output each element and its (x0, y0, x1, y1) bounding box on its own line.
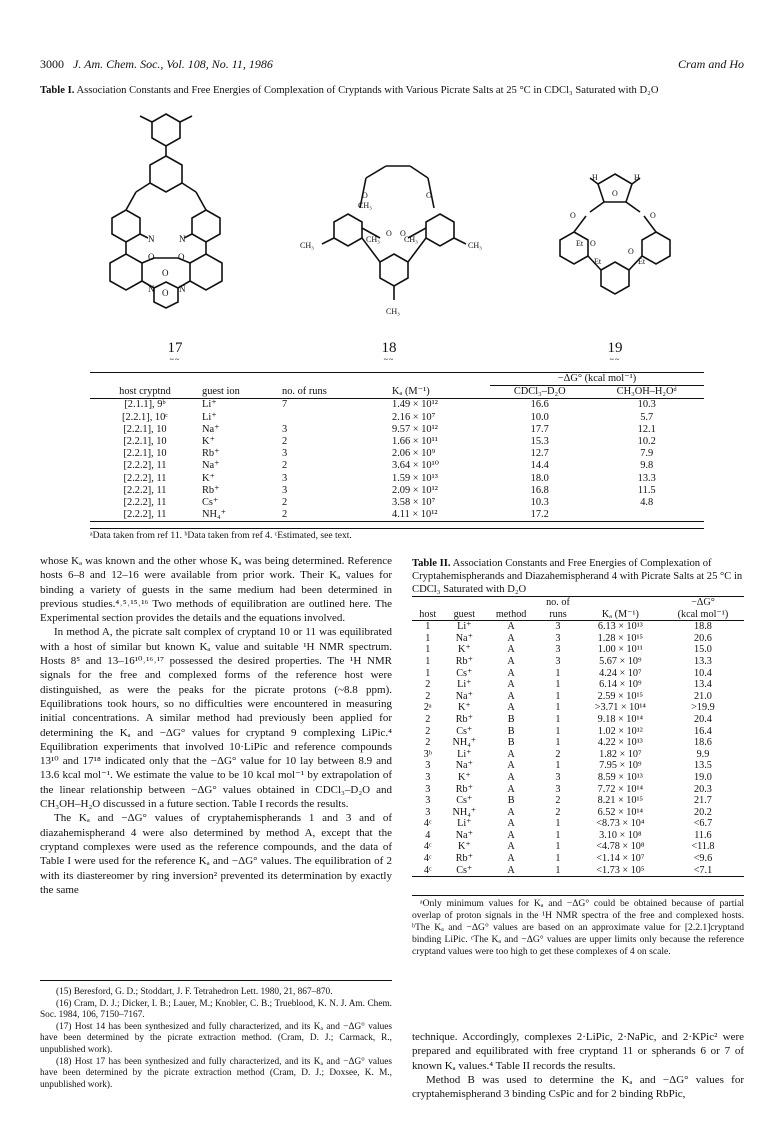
table-cell: 13.4 (694, 679, 712, 691)
table-cell: [2.2.2], 11 (123, 472, 167, 484)
author-names: Cram and Ho (677, 57, 744, 71)
table-cell: 16.4 (694, 725, 712, 737)
table-cell: 1 (425, 655, 431, 667)
table-row (412, 830, 744, 842)
table-cell: A (507, 841, 515, 853)
structure-17 (96, 110, 236, 320)
table1-col-header: Kₐ (M⁻¹) (392, 385, 430, 397)
n-atom: N (179, 284, 186, 294)
table-cell: [2.2.1], 10 (123, 436, 167, 448)
table-cell: 4ᶜ (423, 864, 432, 876)
table-row (412, 656, 744, 668)
table-cell: <7.1 (693, 864, 713, 876)
n-atom: N (179, 234, 186, 244)
table-cell: 2 (425, 679, 431, 691)
methyl-group: CH₃ (358, 201, 372, 210)
table-row (412, 737, 744, 749)
table-row (90, 399, 704, 412)
table-cell: 9.8 (640, 460, 654, 472)
paragraph: The Kₐ and −ΔG° values of cryptahemispherands 1 and 3 and of diazahemispherand 4 were also determined by method A, except that the cryptand complexes were used as the reference compounds, and the data of Table I were used for the reference Kₐ and −ΔG° values. The equilibration of 2 with its diastereomer by ring inversion² prevented its determination by exactly the same (40, 812, 392, 896)
table-cell: 3 (555, 771, 561, 783)
table-cell: 4ᶜ (423, 841, 432, 853)
table-cell: K⁺ (202, 472, 215, 484)
table-cell: Cs⁺ (456, 725, 473, 737)
table-cell: <8.73 × 10⁴ (596, 818, 645, 830)
o-atom: O (628, 247, 634, 256)
table-cell: A (507, 621, 515, 633)
table-cell: 2 (555, 748, 561, 760)
o-atom: O (590, 239, 596, 248)
table-cell: 7.95 × 10⁹ (599, 760, 642, 772)
table-cell: 1 (555, 760, 561, 772)
table-cell: <11.8 (691, 841, 715, 853)
table-cell: 7 (282, 399, 288, 411)
table-cell: 3 (425, 760, 431, 772)
table-cell: 6.52 × 10¹⁴ (597, 806, 644, 818)
table-cell: 20.4 (694, 713, 712, 725)
table-cell: 21.7 (694, 795, 712, 807)
paragraph: whose Kₐ was known and the other whose Kₐ was being determined. Reference hosts 6–8 and 12–16 were available from prior work. Their Kₐ values for binding a variety of guests in the same medium had been determined in previous studies.⁴˒⁵˒¹⁵˒¹⁶ Two methods of equilibration are outlined here. The Experimental section provides the details and the equations involved. (40, 555, 392, 625)
table-row (412, 795, 744, 807)
table-cell: 2.59 × 10¹⁵ (597, 690, 644, 702)
table2-col-header: no. of (546, 597, 570, 608)
table-cell: [2.2.1], 10 (123, 448, 167, 460)
table-row (90, 436, 704, 448)
table-cell: 16.8 (530, 484, 549, 496)
table-cell: 3 (555, 655, 561, 667)
table-cell: 1 (555, 725, 561, 737)
table-cell: B (507, 737, 515, 749)
table-cell: 10.3 (530, 497, 549, 509)
table-cell: 2ᵃ (423, 702, 432, 714)
table-cell: 10.3 (637, 399, 656, 411)
table-cell: K⁺ (457, 771, 471, 783)
table-cell: K⁺ (202, 436, 215, 448)
h-atom: H (592, 173, 598, 182)
table-cell: 2 (425, 713, 431, 725)
table-cell: Cs⁺ (202, 497, 219, 509)
table-cell: 14.4 (530, 460, 549, 472)
table-row (412, 865, 744, 877)
table-cell: Cs⁺ (456, 667, 473, 679)
table-cell: 21.0 (694, 690, 712, 702)
table-cell: 1 (425, 632, 431, 644)
table-cell: A (507, 829, 515, 841)
table-cell: 15.3 (530, 436, 549, 448)
table-cell: 3 (555, 621, 561, 633)
compound-label-17: 17 ~~ (167, 340, 183, 364)
table-cell: 2 (425, 737, 431, 749)
table-cell: A (507, 667, 515, 679)
table-cell: 4 (425, 829, 431, 841)
table-cell: 15.0 (694, 644, 712, 656)
table2-caption-text: Association Constants and Free Energies of Complexation of Cryptahemispherands and Diazahemispherand 4 with Picrate Salts at 25 °C in CDCl₃ Saturated with D₂O (412, 558, 743, 595)
table-row (90, 424, 704, 436)
table-row (412, 749, 744, 761)
table1-col-header: no. of runs (282, 385, 327, 397)
table-cell: 18.0 (530, 472, 549, 484)
table-cell: 10.2 (637, 436, 656, 448)
table-cell: A (507, 853, 515, 865)
table-row (90, 473, 704, 485)
table-cell: A (507, 818, 515, 830)
table1-caption-text: Association Constants and Free Energies of Complexation of Cryptands with Various Picrate Salts at 25 °C in CDCl₃ Saturated with D₂O (76, 85, 659, 96)
table-cell: >3.71 × 10¹⁴ (594, 702, 646, 714)
table1 (90, 372, 704, 522)
o-atom: O (386, 229, 392, 238)
compound-label-18: 18 ~~ (381, 340, 397, 364)
table-cell: 11.5 (637, 484, 656, 496)
table-cell: 4ᶜ (423, 818, 432, 830)
methyl-group: CH₃ (366, 235, 380, 244)
table-cell: 3 (555, 783, 561, 795)
table-cell: A (507, 702, 515, 714)
table1-footnote: ᵃData taken from ref 11. ᵇData taken from ref 4. ᶜEstimated, see text. (90, 528, 704, 541)
table-cell: 11.6 (694, 829, 712, 841)
structure-19 (540, 168, 690, 318)
table-cell: A (507, 864, 515, 876)
table-cell: [2.2.1], 10ᶜ (122, 411, 168, 423)
table-cell: [2.1.1], 9ᵇ (124, 399, 166, 411)
methyl-group: CH₃ (300, 241, 314, 250)
table-cell: A (507, 806, 515, 818)
table-cell: 4ᶜ (423, 853, 432, 865)
table-cell: 2 (282, 460, 288, 472)
references (40, 980, 392, 1091)
table-cell: NH₄⁺ (452, 737, 477, 749)
table2-label: Table II. (412, 558, 451, 569)
table-cell: 1 (555, 841, 561, 853)
table-cell: Na⁺ (202, 460, 220, 472)
table-cell: A (507, 748, 515, 760)
o-atom: O (162, 268, 169, 278)
table2-col-header: guest (453, 608, 476, 620)
table-cell: Rb⁺ (455, 713, 473, 725)
table-cell: >19.9 (691, 702, 715, 714)
table-cell: Na⁺ (455, 690, 473, 702)
table-cell: 3 (425, 795, 431, 807)
compound-label-19: 19 ~~ (607, 340, 623, 364)
reference-item: (17) Host 14 has been synthesized and fully characterized, and its Kₐ and −ΔG° values have been determined by the picrate extraction method. (Cram, D. J.; Carmack, R., unpublished work). (40, 1021, 392, 1055)
table-cell: <4.78 × 10⁸ (596, 841, 645, 853)
table-cell: 8.21 × 10¹⁵ (597, 795, 644, 807)
table1-col-header: host cryptnd (119, 385, 171, 397)
table-cell: 9.9 (696, 748, 710, 760)
table-cell: <1.14 × 10⁷ (596, 853, 645, 865)
table-cell: 6.14 × 10⁹ (599, 679, 642, 691)
table2-col-header: host (419, 608, 437, 620)
table-cell: 2 (282, 436, 288, 448)
table-cell: 3.58 × 10⁷ (392, 497, 436, 509)
table-cell: [2.2.2], 11 (123, 484, 167, 496)
table-row (412, 772, 744, 784)
table-cell: 3 (282, 484, 288, 496)
table-cell: 1 (425, 667, 431, 679)
table-cell: 3 (282, 448, 288, 460)
table-row (412, 853, 744, 865)
table2-caption (412, 557, 744, 596)
o-atom: O (162, 288, 169, 298)
table-row (412, 818, 744, 830)
table-cell: 17.7 (530, 423, 549, 435)
o-atom: O (178, 252, 185, 262)
table-cell: Li⁺ (457, 748, 472, 760)
table-cell: 2 (555, 806, 561, 818)
table1-col-header: CH₃OH–H₂Oᵈ (616, 386, 677, 398)
reference-item: (15) Beresford, G. D.; Stoddart, J. F. Tetrahedron Lett. 1980, 21, 867–870. (56, 987, 333, 997)
table-cell: 2.16 × 10⁷ (392, 411, 436, 423)
table-cell: 2 (425, 690, 431, 702)
table2-col-header: Kₐ (M⁻¹) (601, 608, 639, 620)
table-cell: NH₄⁺ (202, 509, 227, 521)
table-cell: 1 (555, 713, 561, 725)
table-cell: Na⁺ (455, 632, 473, 644)
table-cell: [2.2.1], 10 (123, 423, 167, 435)
table-cell: Cs⁺ (456, 795, 473, 807)
table-cell: 1 (555, 690, 561, 702)
table-cell: 1 (425, 621, 431, 633)
table-row (412, 760, 744, 772)
table-cell: 1 (555, 853, 561, 865)
table-cell: Na⁺ (455, 829, 473, 841)
table-row (90, 448, 704, 460)
table-row (412, 644, 744, 656)
table-cell: Li⁺ (202, 399, 217, 411)
table-cell: 1.00 × 10¹¹ (597, 644, 643, 656)
table-cell: K⁺ (457, 841, 471, 853)
paragraph: Method B was used to determine the Kₐ and −ΔG° values for cryptahemispherand 3 binding CsPic and for 2 binding RbPic, (412, 1073, 744, 1101)
table-row (412, 726, 744, 738)
table-row (90, 497, 704, 509)
table-cell: 3 (425, 783, 431, 795)
table1-label: Table I. (40, 85, 75, 96)
h-atom: H (634, 173, 640, 182)
table-cell: <9.6 (693, 853, 713, 865)
table-cell: 12.1 (637, 423, 656, 435)
table-cell: 2.06 × 10⁹ (392, 448, 436, 460)
table-cell (589, 509, 704, 522)
table-cell: 2 (282, 497, 288, 509)
table-cell: Rb⁺ (202, 448, 220, 460)
table-cell: Na⁺ (455, 760, 473, 772)
table-cell: A (507, 632, 515, 644)
table2-col-header: method (495, 608, 527, 620)
table-cell: 5.7 (640, 411, 654, 423)
table-cell: 1.02 × 10¹² (597, 725, 643, 737)
o-atom: O (612, 189, 618, 198)
o-atom: O (570, 211, 576, 220)
table-cell: 10.4 (694, 667, 712, 679)
table-cell: 1 (555, 829, 561, 841)
table-cell: Li⁺ (457, 621, 472, 633)
table-cell: 1.49 × 10¹² (392, 399, 438, 411)
table-cell: 10.0 (530, 411, 549, 423)
table-row (412, 702, 744, 714)
table-cell: 5.67 × 10⁹ (599, 655, 642, 667)
table-cell: Li⁺ (202, 411, 217, 423)
table-cell: 3ᵇ (423, 748, 432, 760)
table-cell: K⁺ (457, 644, 471, 656)
table2-col-header: runs (549, 608, 567, 620)
ethyl-group: Et (576, 239, 584, 248)
table-cell: 3.10 × 10⁸ (599, 829, 642, 841)
table-cell: 8.59 × 10¹³ (597, 771, 643, 783)
table-cell: 20.6 (694, 632, 712, 644)
table-cell: A (507, 690, 515, 702)
reference-item: (18) Host 17 has been synthesized and fully characterized, and its Kₐ and −ΔG° values have been determined by the picrate extraction method (Cram, D. J.; Doxsee, K. M., unpublished work). (40, 1056, 392, 1090)
table-cell: A (507, 760, 515, 772)
table-cell: 3 (555, 644, 561, 656)
table2-col-header: −ΔG° (691, 597, 715, 608)
table-cell: 20.2 (694, 806, 712, 818)
table-cell: 4.22 × 10¹³ (597, 737, 643, 749)
o-atom: O (148, 252, 155, 262)
table-cell: B (507, 725, 515, 737)
paragraph: In method A, the picrate salt complex of cryptand 10 or 11 was equilibrated with a host of similar but known Kₐ value and suitable ¹H NMR spectrum. Hosts 8⁵ and 13–16¹⁰˒¹⁶˒¹⁷ possessed the desired properties. The ¹H NMR signals for the free and complexed forms of the reference host were distinguished, as were the peaks for the picrate protons (~8.8 ppm). Equilibrations took hours, so no difficulties were encountered in measuring initial concentrations. A similar method had previously been applied for determining the Kₐ and −ΔG° values for cryptand 9 complexing LiPic.⁴ Equilibration experiments that involved 10·LiPic and reference compounds 13¹⁰ and 17¹⁸ indicated only that the −ΔG° value for 10 lay between 8.9 and 13.6 kcal mol⁻¹. We estimate the value to be 10 kcal mol⁻¹ by extrapolation of the linear relationship between −ΔG° values obtained in CDCl₃–D₂O and CH₃OH–H₂O discussed in a future section. Table I records the results. (40, 626, 392, 811)
table-cell: 2 (555, 795, 561, 807)
table-row (90, 509, 704, 522)
journal-citation: J. Am. Chem. Soc., Vol. 108, No. 11, 1986 (73, 57, 273, 71)
paragraph: technique. Accordingly, complexes 2·LiPic, 2·NaPic, and 2·KPic² were prepared and equilibrated with free cryptand 11 or spherands 6 or 7 of known Kₐ values.⁴ Table II records the results. (412, 1031, 744, 1072)
table-cell: 2 (282, 509, 288, 521)
table-cell: A (507, 644, 515, 656)
table-cell: A (507, 679, 515, 691)
ethyl-group: Et (594, 257, 602, 266)
table1-caption (40, 84, 748, 97)
table-cell: A (507, 655, 515, 667)
table1-col-header: CDCl₃–D₂O (513, 386, 566, 398)
table-cell: B (507, 713, 515, 725)
table-row (412, 691, 744, 703)
table-cell: 3 (425, 806, 431, 818)
table2-footnote: ᵃOnly minimum values for Kₐ and −ΔG° could be obtained because of partial overlap of proton signals in the ¹H NMR spectra of the free and complexed hosts. ᵇThe Kₐ and −ΔG° values are based on an approximate value for [2.2.1]cryptand binding LiPic. ᶜThe Kₐ and −ΔG° values are upper limits only because the reference cryptand values were too high to get these complexes of 4 on scale. (412, 895, 744, 958)
table-cell: NH₄⁺ (452, 806, 477, 818)
table-cell: 9.18 × 10¹⁴ (597, 713, 644, 725)
table2 (412, 596, 744, 877)
table-row (412, 679, 744, 691)
table-cell: 1.66 × 10¹¹ (392, 436, 438, 448)
table2-col-header: (kcal mol⁻¹) (677, 608, 729, 620)
table-cell: 3 (282, 423, 288, 435)
table-cell: Na⁺ (202, 423, 220, 435)
table-cell: 13.5 (694, 760, 712, 772)
table-row (412, 807, 744, 819)
n-atom: N (148, 234, 155, 244)
table-cell: 3.64 × 10¹⁰ (392, 460, 439, 472)
table-cell: 13.3 (694, 655, 712, 667)
table-cell: 13.3 (637, 472, 656, 484)
table-cell: 1 (555, 667, 561, 679)
methyl-group: CH₃ (468, 241, 482, 250)
table-cell: 1 (555, 702, 561, 714)
table-cell: 1 (425, 644, 431, 656)
table-cell: 19.0 (694, 771, 712, 783)
table-cell: 12.7 (530, 448, 549, 460)
table-cell: Li⁺ (457, 679, 472, 691)
o-atom: O (400, 229, 406, 238)
table-cell: Rb⁺ (455, 853, 473, 865)
structure-18 (300, 158, 490, 320)
table-cell: 1 (555, 864, 561, 876)
table-cell: A (507, 783, 515, 795)
running-header (40, 57, 744, 72)
table-row (412, 668, 744, 680)
reference-item: (16) Cram, D. J.; Dicker, I. B.; Lauer, M.; Knobler, C. B.; Trueblood, K. N. J. Am. Chem. Soc. 1984, 106, 7150–7167. (40, 998, 392, 1021)
body-column-left (40, 554, 392, 897)
o-atom: O (426, 191, 432, 200)
table-cell: B (507, 795, 515, 807)
table-cell: Rb⁺ (455, 655, 473, 667)
table-row (412, 784, 744, 796)
table-cell: <6.7 (693, 818, 713, 830)
table-cell: 4.8 (640, 497, 654, 509)
methyl-group: CH₃ (404, 235, 418, 244)
table-cell: Rb⁺ (455, 783, 473, 795)
table-row (90, 485, 704, 497)
table-row (412, 621, 744, 633)
ethyl-group: Et (638, 257, 646, 266)
table-cell: 7.9 (640, 448, 654, 460)
table-cell: 17.2 (530, 509, 549, 521)
table-cell: 7.72 × 10¹⁴ (597, 783, 644, 795)
table-cell: [2.2.2], 11 (123, 460, 167, 472)
table-cell: 3 (425, 771, 431, 783)
table-cell: [2.2.2], 11 (123, 497, 167, 509)
table1-col-header: guest ion (202, 385, 240, 397)
table-row (412, 633, 744, 645)
table-cell: 3 (282, 472, 288, 484)
table-cell: [2.2.2], 11 (123, 509, 167, 521)
table-row (90, 460, 704, 472)
table-cell: 4.24 × 10⁷ (599, 667, 642, 679)
table-cell: 4.11 × 10¹² (392, 509, 438, 521)
table-cell: A (507, 771, 515, 783)
table-cell: 1 (555, 679, 561, 691)
table-cell: 16.6 (530, 399, 549, 411)
table-cell: K⁺ (457, 702, 471, 714)
table1-group-header: −ΔG° (kcal mol⁻¹) (490, 373, 704, 386)
table-cell: 2.09 × 10¹² (392, 484, 438, 496)
table-cell: 1.28 × 10¹⁵ (597, 632, 644, 644)
page-number: 3000 (40, 57, 64, 71)
table-cell: 9.57 × 10¹² (392, 423, 438, 435)
table-cell: 18.6 (694, 737, 712, 749)
table-cell: 1 (555, 818, 561, 830)
table-cell: 3 (555, 632, 561, 644)
table-cell (280, 412, 390, 424)
table-cell: Cs⁺ (456, 864, 473, 876)
methyl-group: CH₃ (386, 307, 400, 316)
body-column-right (412, 1030, 744, 1101)
table-row (412, 841, 744, 853)
table-cell: 20.3 (694, 783, 712, 795)
table-cell: 1.82 × 10⁷ (599, 748, 642, 760)
o-atom: O (362, 191, 368, 200)
table-row (412, 714, 744, 726)
table-cell: 18.8 (694, 621, 712, 633)
table-cell: 1.59 × 10¹³ (392, 472, 438, 484)
table-cell: 1 (555, 737, 561, 749)
table-cell: 6.13 × 10¹³ (597, 621, 643, 633)
o-atom: O (650, 211, 656, 220)
table-cell: Li⁺ (457, 818, 472, 830)
table-cell: <1.73 × 10⁵ (596, 864, 645, 876)
table-cell: Rb⁺ (202, 484, 220, 496)
table-row (90, 412, 704, 424)
table-cell: 2 (425, 725, 431, 737)
n-atom: N (148, 284, 155, 294)
